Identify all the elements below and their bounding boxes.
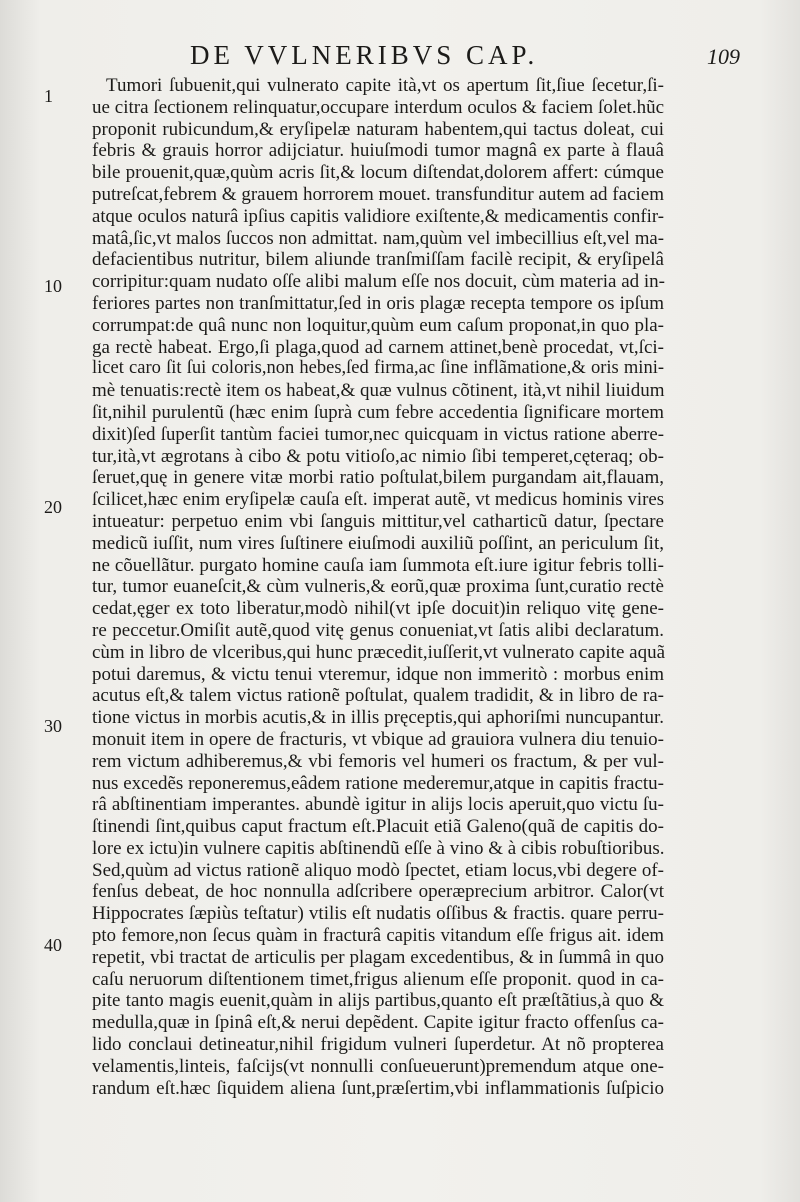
text-line: potui daremus, & victu tenui vteremur, idque non immeritò : morbus enim	[92, 663, 664, 685]
text-line: ſit,nihil purulentũ (hæc enim ſuprà cum febre accedentia ſignificare mortem	[92, 401, 664, 423]
line-marker-40: 40	[44, 935, 62, 955]
text-line: tur, tumor euaneſcit,& cùm vulneris,& eorũ,quæ proxima ſunt,curatio rectè	[92, 576, 664, 598]
text-line: cùm in libro de vlceribus,qui hunc præcedit,iuſſerit,vt vulnerato capite aquã	[92, 641, 665, 663]
text-line: monuit item in opere de fracturis, vt vbique ad grauiora vulnera diu tenuio-	[92, 728, 664, 750]
text-line: corripitur:quam nudato oſſe alibi malum eſſe nos docuit, cùm materia ad in-	[92, 271, 666, 293]
text-line: ne cõuellãtur. purgato homine cauſa iam ſummota eſt.iure igitur febris tolli-	[92, 554, 664, 576]
text-line: Hippocrates ſæpiùs teſtatur) vtilis eſt nudatis oſſibus & fractis. quare perru-	[92, 903, 664, 925]
text-line: repetit, vbi tractat de articulis per plagam excedentibus, & in ſummâ in quo	[92, 946, 664, 968]
text-line: fenſus debeat, de hoc nonnulla adſcribere operæprecium arbitror. Calor(vt	[92, 881, 664, 903]
text-line: re peccetur.Omiſit autẽ,quod vitę genus conueniat,vt ſatis alibi declaratum.	[92, 619, 664, 641]
text-line: cedat,ęger ex toto liberatur,modò nihil(vt ipſe docuit)in reliquo vitę gene-	[92, 598, 664, 620]
page-header	[170, 40, 740, 70]
text-line: ſcilicet,hæc enim eryſipelæ cauſa eſt. imperat autẽ, vt medicus hominis vires	[92, 489, 664, 511]
text-line: medulla,quæ in ſpinâ eſt,& nerui depẽdent. Capite igitur fracto offenſus ca-	[92, 1012, 664, 1034]
text-line: rem victum adhiberemus,& vbi femoris vel humeri os fractum, & per vul-	[92, 750, 664, 772]
running-head: DE VVLNERIBVS CAP.	[190, 40, 539, 70]
text-line: mè tenuatis:rectè item os habeat,& quæ vulnus cõtinent, ità,vt nihil liuidum	[92, 380, 665, 402]
body-text	[92, 75, 664, 1099]
text-line: bile prouenit,quæ,quùm acris ſit,& locum diſtendat,dolorem affert: cúmque	[92, 162, 664, 184]
text-line: putreſcat,febrem & grauem horrorem mouet. transfunditur autem ad faciem	[92, 183, 664, 205]
text-line: Tumori ſubuenit,qui vulnerato capite ità,vt os apertum ſit,ſiue ſecetur,ſi-	[106, 75, 664, 96]
text-line: dixit)ſed ſuperſit tantùm faciei tumor,nec quicquam in victus ratione aberre-	[92, 423, 664, 445]
text-line: matâ,ſic,vt malos ſuccos non admittat. nam,quùm vel imbecillius eſt,vel ma-	[92, 227, 664, 249]
text-line: ſtinendi ſint,quibus caput fractum eſt.Placuit etiã Galeno(quã de capitis do-	[92, 816, 664, 838]
text-line: randum eſt.hæc ſiquidem aliena ſunt,præſertim,vbi inflammationis ſuſpicio	[92, 1077, 664, 1099]
text-line: atque oculos naturâ ipſius capitis validiore exiſtente,& medicamentis confir-	[92, 205, 664, 227]
line-marker-10: 10	[44, 276, 62, 296]
text-line: tur,ità,vt ægrotans à cibo & potu vitioſo,ac nimio ſibi temperet,cęteraq; ob-	[92, 445, 664, 467]
text-line: pto femore,non ſecus quàm in fracturâ capitis vitandum eſſe frigus ait. idem	[92, 925, 664, 947]
text-line: lore ex ictu)in vulnere capitis abſtinendũ eſſe à vino & à cibis robuſtioribus.	[92, 837, 665, 859]
text-line: licet caro ſit ſui coloris,non hebes,ſed firma,ac ſine inflãmatione,& oris mini-	[92, 358, 664, 379]
text-line: caſu neruorum diſtentionem timet,frigus alienum eſſe proponit. quod in ca-	[92, 968, 664, 990]
text-line: corrumpat:de quâ nunc non loquitur,quùm eum caſum proponat,in quo pla-	[92, 314, 664, 336]
line-marker-30: 30	[44, 716, 62, 736]
text-line: acutus eſt,& talem victus rationẽ poſtulat, qualem tradidit, & in libro de ra-	[92, 685, 664, 707]
text-line: medicũ iuſſit, num vires ſuſtinere eiuſmodi auxiliũ poſſint, an periculum ſit,	[92, 532, 664, 554]
text-line: ue citra ſectionem relinquatur,occupare interdum oculos & faciem ſolet.hũc	[92, 96, 664, 118]
text-line: nus excedẽs reponeremus,eâdem ratione mederemur,atque in capitis fractu-	[92, 772, 664, 794]
line-marker-1: 1	[44, 86, 53, 106]
page-number: 109	[707, 44, 740, 69]
text-line: velamentis,linteis, faſcijs(vt nonnulli conſueuerunt)premendum atque one-	[92, 1055, 664, 1077]
text-line: proponit rubicundum,& eryſipelæ naturam habentem,qui tactus doleat, cui	[92, 118, 664, 140]
text-line: Sed,quùm ad victus rationẽ aliquo modò ſpectet, etiam locus,vbi degere of-	[92, 859, 664, 881]
line-marker-20: 20	[44, 497, 62, 517]
text-line: febris & grauis horror adijciatur. huiuſmodi tumor magnâ ex parte à flauâ	[92, 140, 664, 162]
text-line: râ abſtinentiam imperantes. abundè igitur in alijs locis aperuit,quo victu ſu-	[92, 794, 664, 816]
text-line: lido conclaui detineatur,nihil frigidum vulneri ſuperdetur. At nõ propterea	[92, 1034, 664, 1056]
text-line: defacientibus nutritur, bilem aliunde tranſmiſſam facilè recipit, & eryſipelâ	[92, 249, 664, 271]
text-line: ſeruet,quę in genere vitæ morbi ratio poſtulat,bilem purgandam ait,flauam,	[92, 467, 664, 489]
text-line: ga rectè habeat. Ergo,ſi plaga,quod ad carnem attinet,benè procedat, vt,ſci-	[92, 336, 664, 358]
text-line: intueatur: perpetuo enim vbi ſanguis mittitur,vel catharticũ datur, ſpectare	[92, 510, 664, 532]
text-line: tione victus in morbis acutis,& in illis pręceptis,qui aphoriſmi nuncupantur.	[92, 707, 664, 729]
text-line: pite tanto magis euenit,quàm in alijs partibus,quanto eſt præſtãtius,à quo &	[92, 990, 664, 1012]
text-line: feriores partes non tranſmittatur,ſed in oris plagæ recepta tempore os ipſum	[92, 292, 664, 314]
